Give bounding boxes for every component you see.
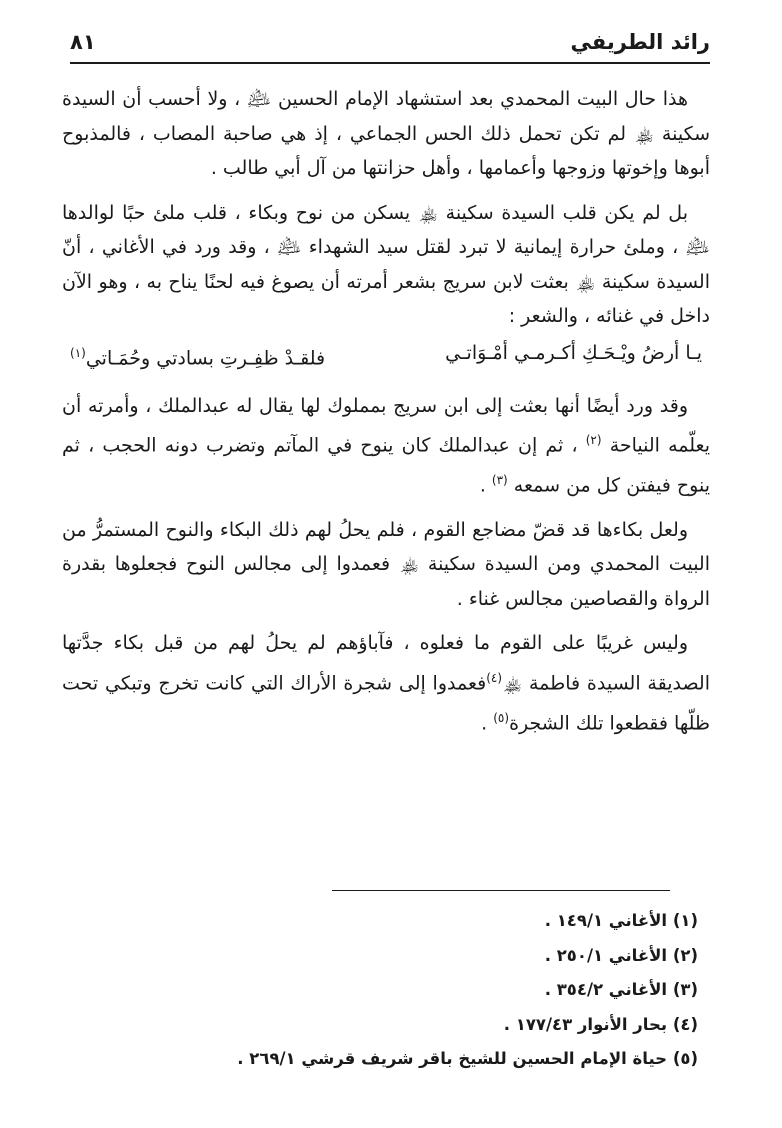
paragraph-3-part-3: . [479,474,486,497]
poem-verse [70,336,702,375]
paragraph-5 [62,626,710,740]
footnote-2: (٢) الأغاني ٢٥٠/١ . [544,945,698,965]
paragraph-1: هذا حال البيت المحمدي بعد استشهاد الإمام الحسين ﵇ ، ولا أحسب أن السيدة سكينة ﵏ لم تكن تحمل ذلك الحس الجماعي ، إذ هي صاحبة المصاب ، فالمذبوح أبوها وإخوتها وزوجها وأعمامها ، وأهل حزانتها من آل أبي طالب . [62,88,710,179]
paragraph-3-part-1: وقد ورد أيضًا أنها بعثت إلى ابن سريج بمملوك لها يقال له عبدالملك ، وأمرته أن يعلّمه النياحة [62,394,711,457]
page-header [70,28,710,64]
footnote-ref-4[interactable]: (٤) [486,670,503,685]
footnote-ref-2[interactable]: (٢) [585,433,602,448]
paragraph-5-part-3: . [481,712,488,735]
running-title: رائد الطريفي [570,30,710,54]
footnote-ref-3[interactable]: (٣) [491,473,508,488]
paragraph-5-part-1: وليس غريبًا على القوم ما فعلوه ، فآباؤهم لم يحلُ لهم من قبل بكاء جدَّتها الصديقة السيدة فاطمة ﵏ [62,632,711,695]
footnote-ref-1[interactable]: (١) [70,345,86,360]
footnote-4: (٤) بحار الأنوار ١٧٧/٤٣ . [503,1014,698,1034]
paragraph-2: بل لم يكن قلب السيدة سكينة ﵏ يسكن من نوح وبكاء ، قلب ملئ حبًا لوالدها ﵇ ، وملئ حرارة إيمانية لا تبرد لقتل سيد الشهداء ﵇ ، وقد ورد في الأغاني ، أنّ السيدة سكينة ﵏ بعثت لابن سريج بشعر أمرته أن يصوغ فيه لحنًا يناح به ، وهو الآن داخل في غنائه ، والشعر : [62,201,710,327]
footnote-5: (٥) حياة الإمام الحسين للشيخ باقر شريف قرشي ٢٦٩/١ . [237,1049,698,1068]
paragraph-3 [62,389,710,503]
paragraph-4: ولعل بكاءها قد قضّ مضاجع القوم ، فلم يحلُ لهم ذلك البكاء والنوح المستمرُّ من البيت المحمدي ومن السيدة سكينة ﵏ فعمدوا إلى مجالس النوح فجعلوها بقدرة الرواة والقصاصين مجالس غناء . [62,518,710,610]
footnote-1: (١) الأغاني ١٤٩/١ . [544,911,698,930]
body-text [62,82,710,751]
footnotes-list [62,904,698,1077]
page-number: ٨١ [70,30,96,54]
paragraph-5-part-2: فعمدوا إلى شجرة الأراك التي كانت تخرج وتبكي تحت ظلّها فقطعوا تلك الشجرة [62,672,710,735]
footnote-divider [332,890,670,891]
footnote-3: (٣) الأغاني ٣٥٤/٢ . [544,980,698,999]
poem-first-hemistich: يـا أرضُ ويْـحَـكِ أكـرمـي أمْـوَاتـي [445,341,702,364]
paragraph-3-part-2: ، ثم إن عبدالملك كان ينوح في المآتم وتضرب دونه الحجب ، ثم ينوح فيفتن كل من سمعه [62,434,710,497]
poem-second-hemistich-text: فلقـدْ ظفِـرتِ بسادتي وحُمَـاتي [85,346,326,369]
poem-second-hemistich [70,336,325,375]
footnote-ref-5[interactable]: (٥) [493,710,510,725]
